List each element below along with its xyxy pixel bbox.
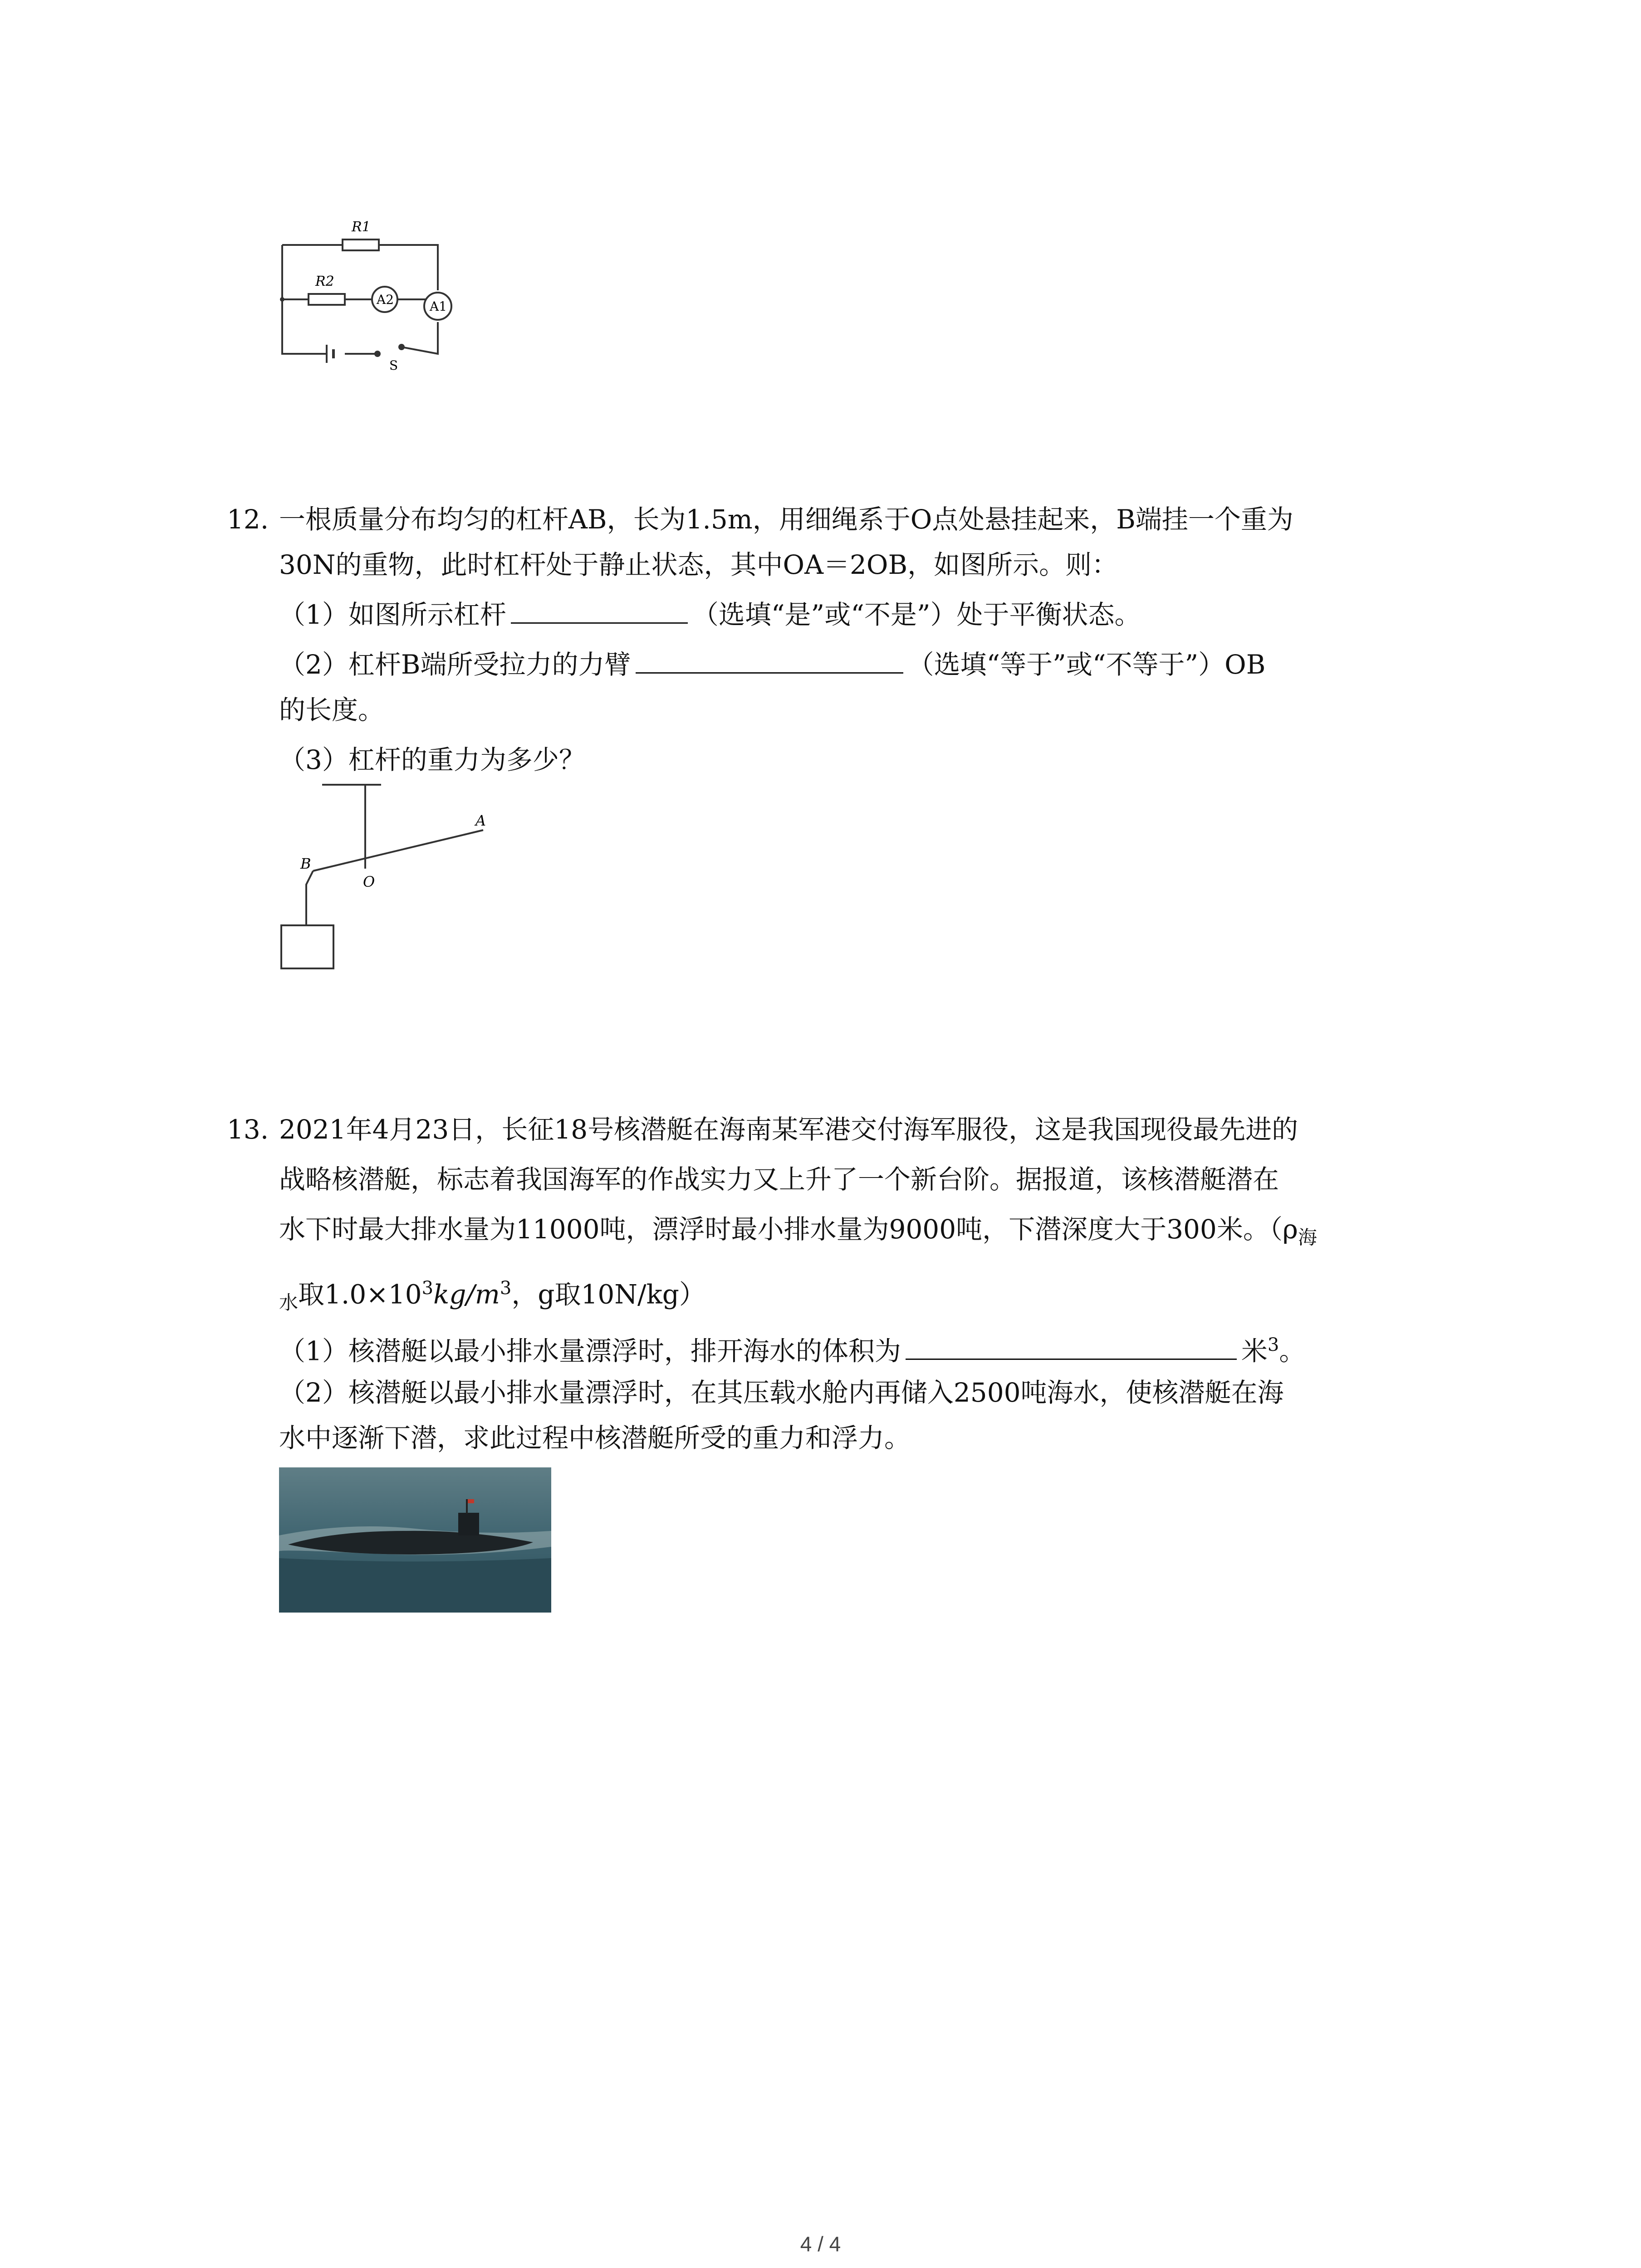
- q13-line4-unit: kg/m: [433, 1279, 500, 1310]
- q12-part3: （3）杠杆的重力为多少？: [279, 744, 585, 775]
- q12-line1: 一根质量分布均匀的杠杆AB，长为1.5m，用细绳系于O点处悬挂起来，B端挂一个重为: [279, 504, 1293, 535]
- q12-part1-blank[interactable]: [511, 597, 688, 624]
- q13-line4-text3: ，g取10N/kg）: [511, 1279, 705, 1310]
- a1-label: A1: [430, 299, 447, 314]
- q13-part1-sup: 3: [1267, 1334, 1279, 1355]
- r2-label: R2: [315, 274, 334, 289]
- q13-part1-text: （1）核潜艇以最小排水量漂浮时，排开海水的体积为: [279, 1335, 901, 1367]
- submarine-photo: [279, 1467, 551, 1613]
- q13-line1: 2021年4月23日，长征18号核潜艇在海南某军港交付海军服役，这是我国现役最先进的: [279, 1114, 1298, 1145]
- lever-label-a: A: [475, 812, 486, 829]
- q13-line4-text1: 取1.0×10: [298, 1279, 422, 1310]
- q13-part2-line1: （2）核潜艇以最小排水量漂浮时，在其压载水舱内再储入2500吨海水，使核潜艇在海: [279, 1377, 1284, 1408]
- circuit-diagram: [272, 209, 463, 372]
- switch-label: S: [389, 358, 398, 372]
- lever-label-b: B: [300, 855, 311, 872]
- q13-part1-end: 。: [1279, 1335, 1306, 1367]
- q12-part2-text: （2）杠杆B端所受拉力的力臂: [279, 649, 631, 680]
- q13-line4: [279, 1270, 705, 1321]
- q12-part2-options: （选填“等于”或“不等于”）OB: [907, 649, 1266, 680]
- q13-line3-text: 水下时最大排水量为11000吨，漂浮时最小排水量为9000吨，下潜深度大于300米。（ρ: [279, 1214, 1298, 1245]
- q12-number: 12.: [227, 504, 269, 535]
- q12-line2: 30N的重物，此时杠杆处于静止状态，其中OA＝2OB，如图所示。则：: [279, 549, 1118, 580]
- q13-part1-unit: 米: [1241, 1335, 1268, 1367]
- q12-part1: [279, 596, 1141, 633]
- lever-diagram: [272, 780, 508, 975]
- q12-part1-text: （1）如图所示杠杆: [279, 599, 506, 630]
- q13-line3-sub: 海: [1298, 1226, 1317, 1249]
- q12-part1-options: （选填“是”或“不是”）处于平衡状态。: [692, 599, 1141, 630]
- a2-label: A2: [377, 292, 394, 307]
- q12-part2-blank[interactable]: [636, 647, 903, 674]
- q13-line4-sup2: 3: [500, 1278, 512, 1299]
- q12-part2: [279, 646, 1265, 683]
- lever-label-o: O: [363, 873, 375, 890]
- q13-part2-line2: 水中逐渐下潜，求此过程中核潜艇所受的重力和浮力。: [279, 1422, 911, 1453]
- q13-line3: [279, 1211, 1317, 1256]
- q12-part2-line2: 的长度。: [279, 694, 385, 725]
- q13-part1: [279, 1327, 1305, 1369]
- q13-line2: 战略核潜艇，标志着我国海军的作战实力又上升了一个新台阶。据报道，该核潜艇潜在: [279, 1164, 1279, 1195]
- q13-line4-sup: 3: [421, 1278, 434, 1299]
- q13-line4-sub: 水: [279, 1291, 299, 1314]
- page-number: 4 / 4: [800, 2232, 841, 2256]
- q13-number: 13.: [227, 1114, 269, 1145]
- r1-label: R1: [352, 219, 371, 235]
- q13-part1-blank[interactable]: [906, 1333, 1237, 1360]
